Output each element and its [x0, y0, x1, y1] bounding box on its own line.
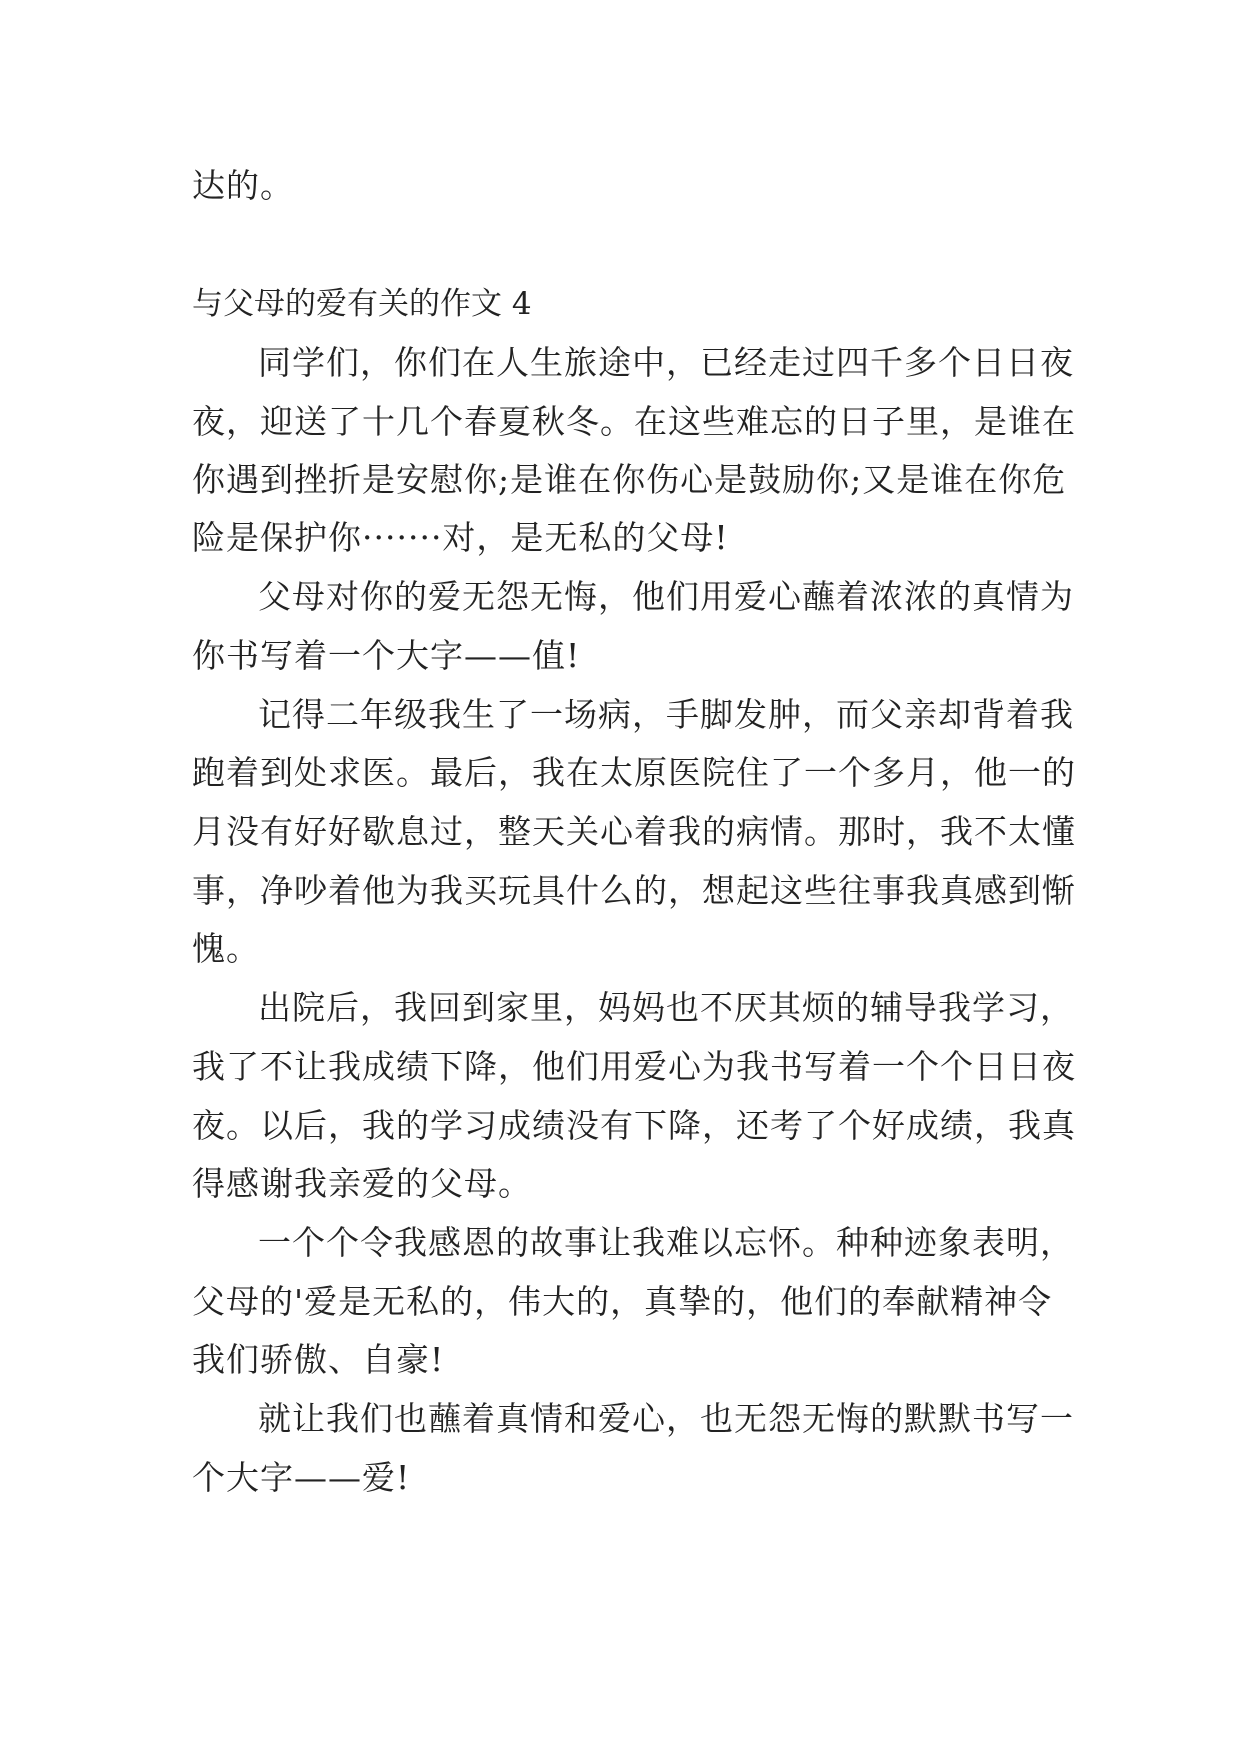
paragraph-1-line-2: 夜，迎送了十几个春夏秋冬。在这些难忘的日子里，是谁在 — [192, 402, 1076, 441]
paragraph-5-line-1: 一个个令我感恩的故事让我难以忘怀。种种迹象表明， — [258, 1223, 1074, 1262]
paragraph-5-line-2: 父母的'爱是无私的，伟大的，真挚的，他们的奉献精神令 — [192, 1282, 1053, 1321]
paragraph-4-line-4: 得感谢我亲爱的父母。 — [192, 1164, 532, 1203]
paragraph-3-line-4: 事，净吵着他为我买玩具什么的，想起这些往事我真感到惭 — [192, 871, 1076, 910]
paragraph-1-line-1: 同学们，你们在人生旅途中，已经走过四千多个日日夜 — [258, 343, 1074, 382]
paragraph-4-line-2: 我了不让我成绩下降，他们用爱心为我书写着一个个日日夜 — [192, 1047, 1076, 1086]
paragraph-1-line-3: 你遇到挫折是安慰你;是谁在你伤心是鼓励你;又是谁在你危 — [192, 460, 1067, 499]
paragraph-6-line-1: 就让我们也蘸着真情和爱心，也无怨无悔的默默书写一 — [258, 1399, 1074, 1438]
paragraph-3-line-3: 月没有好好歇息过，整天关心着我的病情。那时，我不太懂 — [192, 812, 1076, 851]
paragraph-3-line-2: 跑着到处求医。最后，我在太原医院住了一个多月，他一的 — [192, 753, 1076, 792]
paragraph-3-line-5: 愧。 — [192, 929, 260, 968]
essay-title: 与父母的爱有关的作文 4 — [192, 286, 532, 322]
paragraph-5-line-3: 我们骄傲、自豪! — [192, 1340, 445, 1379]
paragraph-1-line-4: 险是保护你·······对，是无私的父母! — [192, 518, 729, 557]
paragraph-2-line-1: 父母对你的爱无怨无悔，他们用爱心蘸着浓浓的真情为 — [258, 577, 1074, 616]
fragment-line: 达的。 — [192, 166, 294, 205]
paragraph-4-line-3: 夜。以后，我的学习成绩没有下降，还考了个好成绩，我真 — [192, 1106, 1076, 1145]
paragraph-6-line-2: 个大字——爱! — [192, 1458, 411, 1497]
paragraph-2-line-2: 你书写着一个大字——值! — [192, 636, 581, 675]
paragraph-4-line-1: 出院后，我回到家里，妈妈也不厌其烦的辅导我学习， — [258, 988, 1074, 1027]
paragraph-3-line-1: 记得二年级我生了一场病，手脚发肿，而父亲却背着我 — [258, 695, 1074, 734]
